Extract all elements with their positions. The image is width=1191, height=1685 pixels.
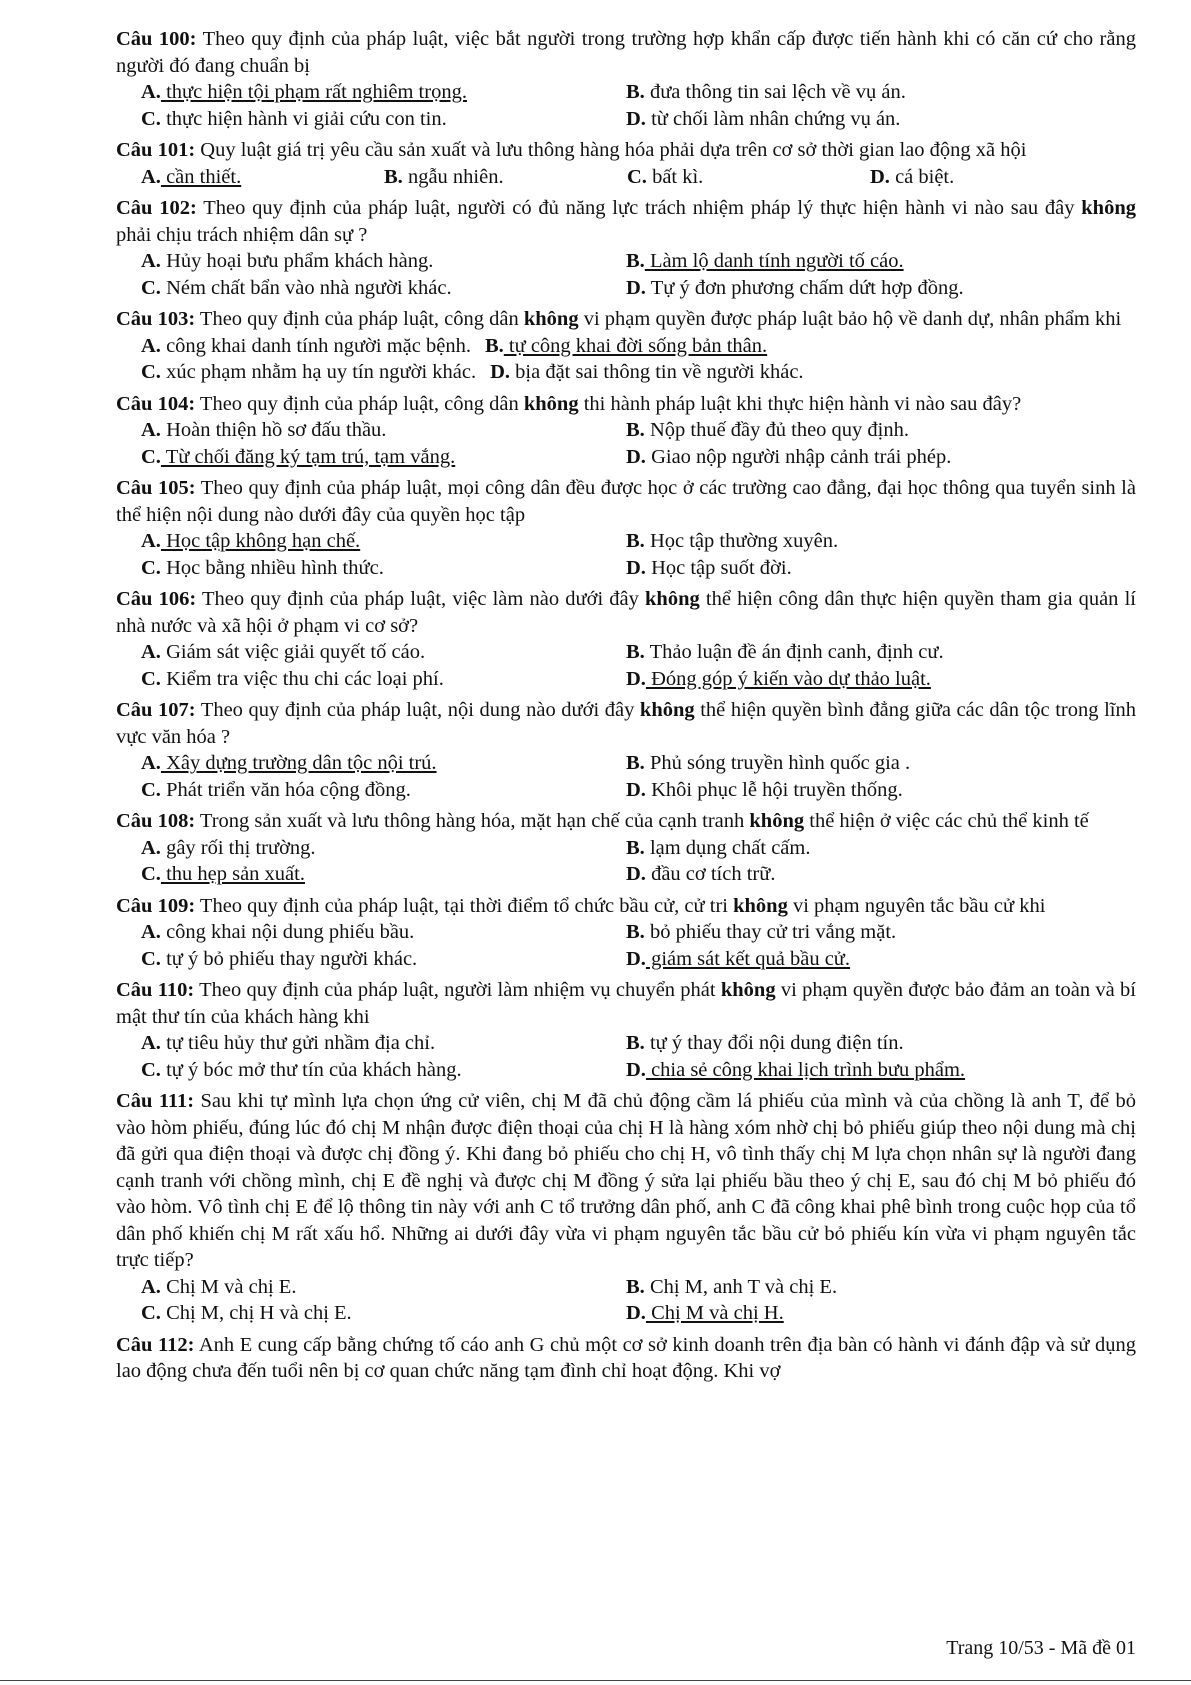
question-number: Câu 102: <box>116 197 197 219</box>
answer-options <box>141 639 1136 692</box>
option-text-underlined: Đóng góp ý kiến vào dự thảo luật. <box>645 667 931 690</box>
option-text: cá biệt. <box>889 165 955 188</box>
question-stem <box>116 1332 1136 1385</box>
option-text: xúc phạm nhằm hạ uy tín người khác. <box>160 361 477 383</box>
question <box>116 1332 1136 1385</box>
option-text: Chị M, chị H và chị E. <box>160 1302 352 1324</box>
stem-text: Theo quy định của pháp luật, công dân <box>195 392 524 415</box>
question <box>116 137 1136 190</box>
stem-text: vi phạm nguyên tắc bầu cử khi <box>787 894 1046 917</box>
option-text: từ chối làm nhân chứng vụ án. <box>645 107 901 130</box>
option-letter: D. <box>626 667 646 690</box>
question-number: Câu 106: <box>116 588 197 610</box>
option-letter: C. <box>141 361 161 383</box>
stem-text: phải chịu trách nhiệm dân sự ? <box>116 223 368 246</box>
option-c[interactable] <box>141 359 476 386</box>
question-stem <box>116 977 1136 1030</box>
answer-options <box>141 835 1136 888</box>
option-a[interactable] <box>141 639 626 666</box>
option-letter: B. <box>626 419 645 441</box>
question <box>116 26 1136 132</box>
option-text: Phủ sóng truyền hình quốc gia . <box>644 752 911 774</box>
option-letter: B. <box>626 1275 645 1298</box>
question-number: Câu 110: <box>116 979 195 1001</box>
question <box>116 893 1136 973</box>
option-a[interactable] <box>141 528 626 555</box>
stem-text: Theo quy định của pháp luật, người có đủ năng lực trách nhiệm pháp lý thực hiện hành vi nào sau đây <box>196 197 1082 219</box>
option-text: tự ý thay đổi nội dung điện tín. <box>644 1032 904 1054</box>
option-text: Giám sát việc giải quyết tố cáo. <box>160 641 426 663</box>
option-letter: D. <box>626 107 646 130</box>
answer-options <box>141 333 1136 386</box>
option-text: Phát triển văn hóa cộng đồng. <box>160 778 411 801</box>
option-text: công khai danh tính người mặc bệnh. <box>160 334 471 357</box>
stem-text: Sau khi tự mình lựa chọn ứng cử viên, chị M đã chủ động cầm lá phiếu của mình và của chồng là anh T, để bỏ vào hòm phiếu, đúng lúc đó chị M nhận được điện thoại của chị H là hàng xóm nhờ chị bỏ phiếu giúp theo nội dung mà chị đã gửi qua điện thoại và được chị đồng ý. Khi đang bỏ phiếu cho chị H, vô tình thấy chị M lựa chọn nhân sự là người đang cạnh tranh với chồng mình, chị E đề nghị và được chị M đồng ý sửa lại phiếu bầu theo ý chị E, sau đó chị M bỏ phiếu đó vào hòm. Vô tình chị E để lộ thông tin này với anh C tổ trưởng dân phố, anh C đã công khai phê bình trong cuộc họp của tổ dân phố khiến chị M rất xấu hổ. Những ai dưới đây vừa vi phạm nguyên tắc bầu cử bỏ phiếu kín vừa vi phạm nguyên tắc trực tiếp? <box>116 1090 1136 1271</box>
option-letter: D. <box>626 445 646 468</box>
option-text: bất kì. <box>646 165 704 188</box>
option-c[interactable] <box>141 1300 626 1327</box>
option-letter: C. <box>627 165 647 188</box>
option-text: Giao nộp người nhập cảnh trái phép. <box>645 445 952 468</box>
option-text: Học tập thường xuyên. <box>644 530 839 552</box>
option-text: Chị M, anh T và chị E. <box>644 1275 838 1298</box>
option-letter: A. <box>141 165 161 188</box>
option-letter: C. <box>141 107 161 130</box>
option-text: tự ý bỏ phiếu thay người khác. <box>160 947 418 970</box>
option-text: gây rối thị trường. <box>160 836 316 859</box>
option-b[interactable] <box>626 417 1111 444</box>
option-text-underlined: thu hẹp sản xuất. <box>160 863 305 885</box>
answer-options <box>141 248 1136 301</box>
option-b[interactable] <box>626 835 1111 862</box>
option-a[interactable] <box>141 919 626 946</box>
option-letter: B. <box>484 334 504 357</box>
option-text: Tự ý đơn phương chấm dứt hợp đồng. <box>645 276 964 299</box>
question-stem <box>116 475 1136 528</box>
emphasis-text: không <box>749 810 805 832</box>
question <box>116 195 1136 301</box>
option-letter: B. <box>626 530 645 552</box>
stem-text: Theo quy định của pháp luật, việc bắt người trong trường hợp khẩn cấp được tiến hành khi có căn cứ cho rằng người đó đang chuẩn bị <box>116 28 1136 77</box>
option-c[interactable] <box>141 666 626 693</box>
answer-options <box>141 417 1136 470</box>
option-letter: D. <box>626 863 646 885</box>
option-c[interactable] <box>627 164 870 191</box>
option-text: tự ý bóc mở thư tín của khách hàng. <box>160 1058 462 1081</box>
stem-text: thể hiện ở việc các chủ thể kinh tế <box>804 810 1089 832</box>
option-letter: C. <box>141 556 161 579</box>
option-letter: A. <box>141 1032 161 1054</box>
option-d[interactable] <box>870 164 1113 191</box>
question-stem <box>116 195 1136 248</box>
emphasis-text: không <box>523 308 579 330</box>
option-letter: C. <box>141 1058 161 1081</box>
option-text: Kiểm tra việc thu chi các loại phí. <box>160 667 444 690</box>
bottom-rule <box>0 1680 1191 1681</box>
question <box>116 977 1136 1083</box>
question <box>116 808 1136 888</box>
question-number: Câu 101: <box>116 139 196 161</box>
emphasis-text: không <box>523 392 579 415</box>
option-letter: A. <box>141 419 161 441</box>
option-b[interactable] <box>626 1274 1111 1301</box>
option-letter: B. <box>626 836 645 859</box>
option-letter: C. <box>141 778 161 801</box>
emphasis-text: không <box>733 894 788 917</box>
option-letter: B. <box>384 165 403 188</box>
option-letter: B. <box>626 752 645 774</box>
stem-text: Theo quy định của pháp luật, nội dung nào dưới đây <box>195 699 640 721</box>
question-number: Câu 104: <box>116 392 196 415</box>
option-text-underlined: Từ chối đăng ký tạm trú, tạm vắng. <box>160 445 456 468</box>
option-c[interactable] <box>141 444 626 471</box>
question-number: Câu 107: <box>116 699 196 721</box>
option-letter: C. <box>141 947 161 970</box>
question-number: Câu 105: <box>116 477 196 499</box>
option-letter: A. <box>141 752 161 774</box>
option-text: Nộp thuế đầy đủ theo quy định. <box>644 419 910 441</box>
answer-options <box>141 1030 1136 1083</box>
option-letter: D. <box>490 361 511 383</box>
question-number: Câu 103: <box>116 308 196 330</box>
option-letter: C. <box>141 1302 161 1324</box>
option-letter: A. <box>141 250 161 272</box>
option-d[interactable] <box>626 861 1111 888</box>
question-stem <box>116 137 1136 164</box>
option-letter: B. <box>626 641 645 663</box>
option-text: Học bằng nhiều hình thức. <box>160 556 384 579</box>
stem-text: thi hành pháp luật khi thực hiện hành vi nào sau đây? <box>578 392 1022 415</box>
option-text-underlined: Học tập không hạn chế. <box>160 530 361 552</box>
option-letter: B. <box>626 921 645 943</box>
stem-text: Trong sản xuất và lưu thông hàng hóa, mặt hạn chế của cạnh tranh <box>195 810 750 832</box>
stem-text: Theo quy định của pháp luật, công dân <box>195 308 524 330</box>
stem-text: vi phạm quyền được pháp luật bảo hộ về danh dự, nhân phẩm khi <box>578 308 1122 330</box>
option-a[interactable] <box>141 835 626 862</box>
answer-options <box>141 79 1136 132</box>
answer-options <box>141 919 1136 972</box>
option-text: công khai nội dung phiếu bầu. <box>160 921 415 943</box>
option-d[interactable] <box>626 555 1111 582</box>
stem-text: thể hiện quyền bình đẳng giữa các dân tộc trong lĩnh vực văn hóa ? <box>116 699 1136 748</box>
emphasis-text: không <box>1081 197 1136 219</box>
option-letter: A. <box>141 81 161 103</box>
option-d[interactable] <box>626 1300 1111 1327</box>
stem-text: Theo quy định của pháp luật, việc làm nào dưới đây <box>196 588 646 610</box>
option-c[interactable] <box>141 946 626 973</box>
question-number: Câu 108: <box>116 810 196 832</box>
option-letter: C. <box>141 276 161 299</box>
option-d[interactable] <box>626 444 1111 471</box>
stem-text: Quy luật giá trị yêu cầu sản xuất và lưu thông hàng hóa phải dựa trên cơ sở thời gian lao động xã hội <box>195 139 1027 161</box>
question-number: Câu 111: <box>116 1090 195 1112</box>
option-b[interactable] <box>626 919 1111 946</box>
exam-page <box>116 26 1136 1390</box>
question-number: Câu 109: <box>116 894 196 917</box>
question-stem <box>116 26 1136 79</box>
question <box>116 586 1136 692</box>
question-stem <box>116 586 1136 639</box>
option-a[interactable] <box>141 750 626 777</box>
question-stem <box>116 391 1136 418</box>
option-b[interactable] <box>626 639 1111 666</box>
question-number: Câu 112: <box>116 1333 195 1356</box>
answer-options <box>141 750 1136 803</box>
option-c[interactable] <box>141 1057 626 1084</box>
stem-text: Theo quy định của pháp luật, mọi công dân đều được học ở các trường cao đẳng, đại học thông qua tuyển sinh là thể hiện nội dung nào dưới đây của quyền học tập <box>116 477 1136 526</box>
option-b[interactable] <box>626 79 1111 106</box>
option-a[interactable] <box>141 248 626 275</box>
option-c[interactable] <box>141 106 626 133</box>
option-text: đầu cơ tích trữ. <box>645 863 776 885</box>
question-stem <box>116 893 1136 920</box>
question-stem <box>116 306 1136 333</box>
emphasis-text: không <box>720 979 776 1001</box>
option-b[interactable] <box>626 528 1111 555</box>
option-text-underlined: Chị M và chị H. <box>645 1302 784 1324</box>
option-letter: A. <box>141 530 161 552</box>
option-letter: D. <box>626 276 646 299</box>
emphasis-text: không <box>645 588 700 610</box>
question-stem <box>116 697 1136 750</box>
option-letter: B. <box>626 250 645 272</box>
option-text: bịa đặt sai thông tin về người khác. <box>510 361 804 383</box>
option-letter: A. <box>141 836 161 859</box>
option-text: Học tập suốt đời. <box>645 556 792 579</box>
stem-text: Theo quy định của pháp luật, tại thời điểm tổ chức bầu cử, cử tri <box>195 894 734 917</box>
question <box>116 475 1136 581</box>
option-d[interactable] <box>626 275 1111 302</box>
option-letter: A. <box>141 334 161 357</box>
option-text: Thảo luận đề án định canh, định cư. <box>644 641 944 663</box>
question <box>116 1088 1136 1327</box>
option-a[interactable] <box>141 164 384 191</box>
option-letter: D. <box>626 778 646 801</box>
option-d[interactable] <box>626 106 1111 133</box>
answer-options <box>141 164 1136 191</box>
option-text: Khôi phục lễ hội truyền thống. <box>645 778 903 801</box>
option-text: đưa thông tin sai lệch về vụ án. <box>644 81 906 103</box>
option-a[interactable] <box>141 79 626 106</box>
question-stem <box>116 1088 1136 1274</box>
option-a[interactable] <box>141 417 626 444</box>
emphasis-text: không <box>639 699 695 721</box>
option-a[interactable] <box>141 333 471 360</box>
option-text: thực hiện hành vi giải cứu con tin. <box>160 107 447 130</box>
option-letter: C. <box>141 667 161 690</box>
stem-text: thể hiện công dân thực hiện quyền tham gia quản lí nhà nước và xã hội ở phạm vi cơ sở? <box>116 588 1136 637</box>
option-c[interactable] <box>141 861 626 888</box>
question-number: Câu 100: <box>116 28 197 50</box>
stem-text: Anh E cung cấp bằng chứng tố cáo anh G chủ một cơ sở kinh doanh trên địa bàn có hành vi đánh đập và sử dụng lao động chưa đến tuổi nên bị cơ quan chức năng tạm đình chỉ hoạt động. Khi vợ <box>116 1333 1137 1382</box>
question-stem <box>116 808 1136 835</box>
option-text-underlined: giám sát kết quả bầu cử. <box>645 947 851 970</box>
question <box>116 306 1136 386</box>
stem-text: vi phạm quyền được bảo đảm an toàn và bí mật thư tín của khách hàng khi <box>116 979 1136 1028</box>
option-letter: D. <box>626 947 646 970</box>
option-text: Hoàn thiện hồ sơ đấu thầu. <box>160 419 387 441</box>
option-letter: A. <box>141 641 161 663</box>
stem-text: Theo quy định của pháp luật, người làm nhiệm vụ chuyển phát <box>194 979 721 1001</box>
option-d[interactable] <box>626 666 1111 693</box>
option-d[interactable] <box>626 946 1111 973</box>
option-text: tự tiêu hủy thư gửi nhầm địa chỉ. <box>160 1032 436 1054</box>
option-text-underlined: chia sẻ công khai lịch trình bưu phẩm. <box>645 1058 966 1081</box>
option-letter: D. <box>626 1058 646 1081</box>
option-b[interactable] <box>485 333 767 360</box>
question <box>116 697 1136 803</box>
option-text: Ném chất bẩn vào nhà người khác. <box>160 276 452 299</box>
option-letter: A. <box>141 1275 161 1298</box>
option-text-underlined: Làm lộ danh tính người tố cáo. <box>644 250 904 272</box>
option-text-underlined: thực hiện tội phạm rất nghiêm trọng. <box>160 81 467 103</box>
option-b[interactable] <box>384 164 627 191</box>
option-text-underlined: tự công khai đời sống bản thân. <box>503 334 768 357</box>
option-d[interactable] <box>626 1057 1111 1084</box>
option-b[interactable] <box>626 248 1111 275</box>
page-footer: Trang 10/53 - Mã đề 01 <box>946 1637 1136 1659</box>
option-text: bỏ phiếu thay cử tri vắng mặt. <box>644 921 897 943</box>
option-b[interactable] <box>626 1030 1111 1057</box>
option-letter: B. <box>626 1032 645 1054</box>
option-text: Chị M và chị E. <box>160 1275 297 1298</box>
option-b[interactable] <box>626 750 1111 777</box>
option-d[interactable] <box>626 777 1111 804</box>
option-letter: B. <box>626 81 645 103</box>
option-d[interactable] <box>490 359 803 386</box>
option-letter: D. <box>870 165 890 188</box>
option-text-underlined: Xây dựng trường dân tộc nội trú. <box>160 752 437 774</box>
question <box>116 391 1136 471</box>
answer-options <box>141 1274 1136 1327</box>
option-c[interactable] <box>141 555 626 582</box>
option-letter: C. <box>141 445 161 468</box>
option-c[interactable] <box>141 275 626 302</box>
option-letter: A. <box>141 921 161 943</box>
option-text: Hủy hoại bưu phẩm khách hàng. <box>160 250 434 272</box>
option-a[interactable] <box>141 1030 626 1057</box>
option-text: lạm dụng chất cấm. <box>644 836 811 859</box>
option-letter: C. <box>141 863 161 885</box>
option-c[interactable] <box>141 777 626 804</box>
option-text-underlined: cần thiết. <box>160 165 242 188</box>
option-text: ngẫu nhiên. <box>402 165 504 188</box>
answer-options <box>141 528 1136 581</box>
option-a[interactable] <box>141 1274 626 1301</box>
option-letter: D. <box>626 1302 646 1324</box>
option-letter: D. <box>626 556 646 579</box>
